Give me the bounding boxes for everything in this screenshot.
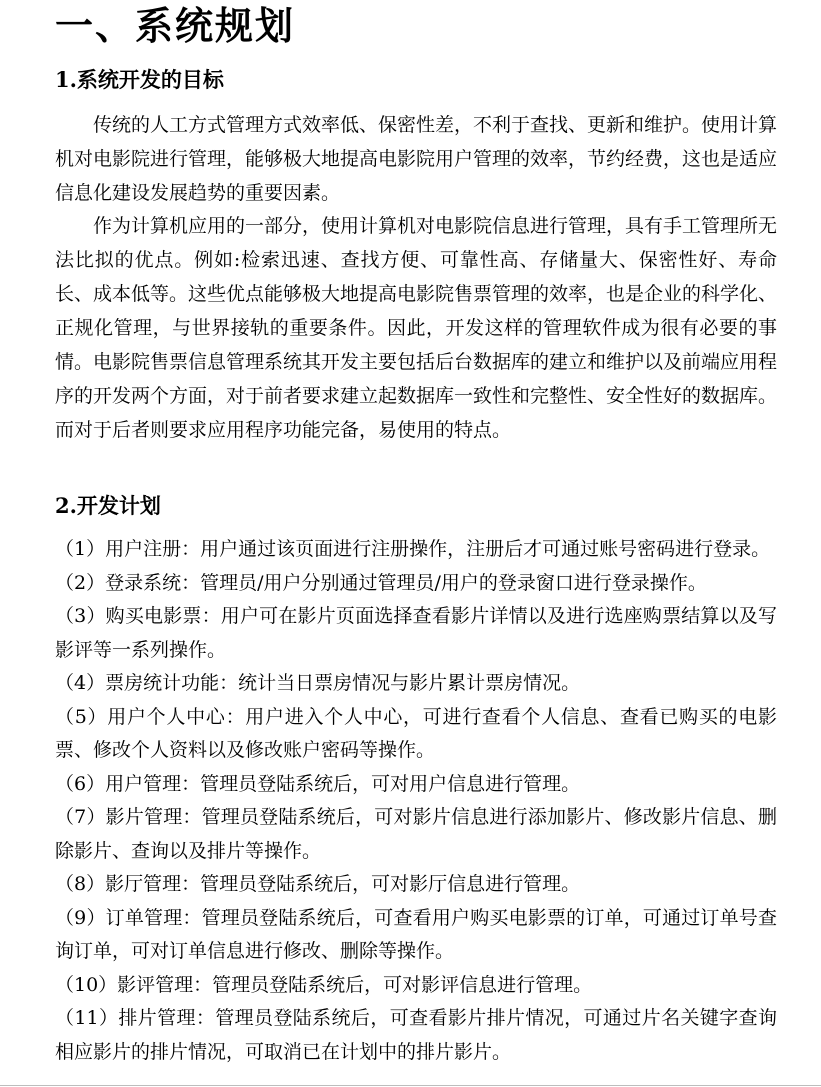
plan-item-user-registration: （1）用户注册：用户通过该页面进行注册操作，注册后才可通过账号密码进行登录。 <box>55 538 771 560</box>
plan-item-box-office-stats: （4）票房统计功能：统计当日票房情况与影片累计票房情况。 <box>55 672 581 694</box>
plan-item-film-management: （7）影片管理：管理员登陆系统后，可对影片信息进行添加影片、修改影片信息、删除影片、查询以及排片等操作。 <box>55 806 777 862</box>
plan-item-order-management: （9）订单管理：管理员登陆系统后，可查看用户购买电影票的订单，可通过订单号查询订单，可对订单信息进行修改、删除等操作。 <box>55 906 777 962</box>
chapter-title: 一、系统规划 <box>55 3 296 48</box>
plan-list <box>55 533 777 1069</box>
plan-item-hall-management: （8）影厅管理：管理员登陆系统后，可对影厅信息进行管理。 <box>55 873 581 895</box>
paragraph-goals-2: 作为计算机应用的一部分，使用计算机对电影院信息进行管理，具有手工管理所无法比拟的优点。例如:检索迅速、查找方便、可靠性高、存储量大、保密性好、寿命长、成本低等。这些优点能够极大地提高电影院售票管理的效率，也是企业的科学化、正规化管理，与世界接轨的重要条件。因此，开发这样的管理软件成为很有必要的事情。电影院售票信息管理系统其开发主要包括后台数据库的建立和维护以及前端应用程序的开发两个方面，对于前者要求建立起数据库一致性和完整性、安全性好的数据库。而对于后者则要求应用程序功能完备，易使用的特点。 <box>55 215 778 441</box>
plan-item-review-management: （10）影评管理：管理员登陆系统后，可对影评信息进行管理。 <box>55 973 593 996</box>
plan-item-user-management: （6）用户管理：管理员登陆系统后，可对用户信息进行管理。 <box>55 772 581 795</box>
page-bottom-divider <box>0 1085 821 1086</box>
plan-item-schedule-management: （11）排片管理：管理员登陆系统后，可查看影片排片情况，可通过片名关键字查询相应影片的排片情况，可取消已在计划中的排片影片。 <box>55 1007 777 1063</box>
section-heading-goals: 1.系统开发的目标 <box>55 67 224 92</box>
plan-item-user-center: （5）用户个人中心：用户进入个人中心，可进行查看个人信息、查看已购买的电影票、修改个人资料以及修改账户密码等操作。 <box>55 705 777 761</box>
paragraph-goals-1: 传统的人工方式管理方式效率低、保密性差，不利于查找、更新和维护。使用计算机对电影院进行管理，能够极大地提高电影院用户管理的效率，节约经费，这也是适应信息化建设发展趋势的重要因素。 <box>55 114 778 204</box>
plan-item-buy-ticket: （3）购买电影票：用户可在影片页面选择查看影片详情以及进行选座购票结算以及写影评等一系列操作。 <box>55 605 777 661</box>
section-heading-plan: 2.开发计划 <box>55 493 161 518</box>
plan-item-login-system: （2）登录系统：管理员/用户分别通过管理员/用户的登录窗口进行登录操作。 <box>55 571 707 594</box>
